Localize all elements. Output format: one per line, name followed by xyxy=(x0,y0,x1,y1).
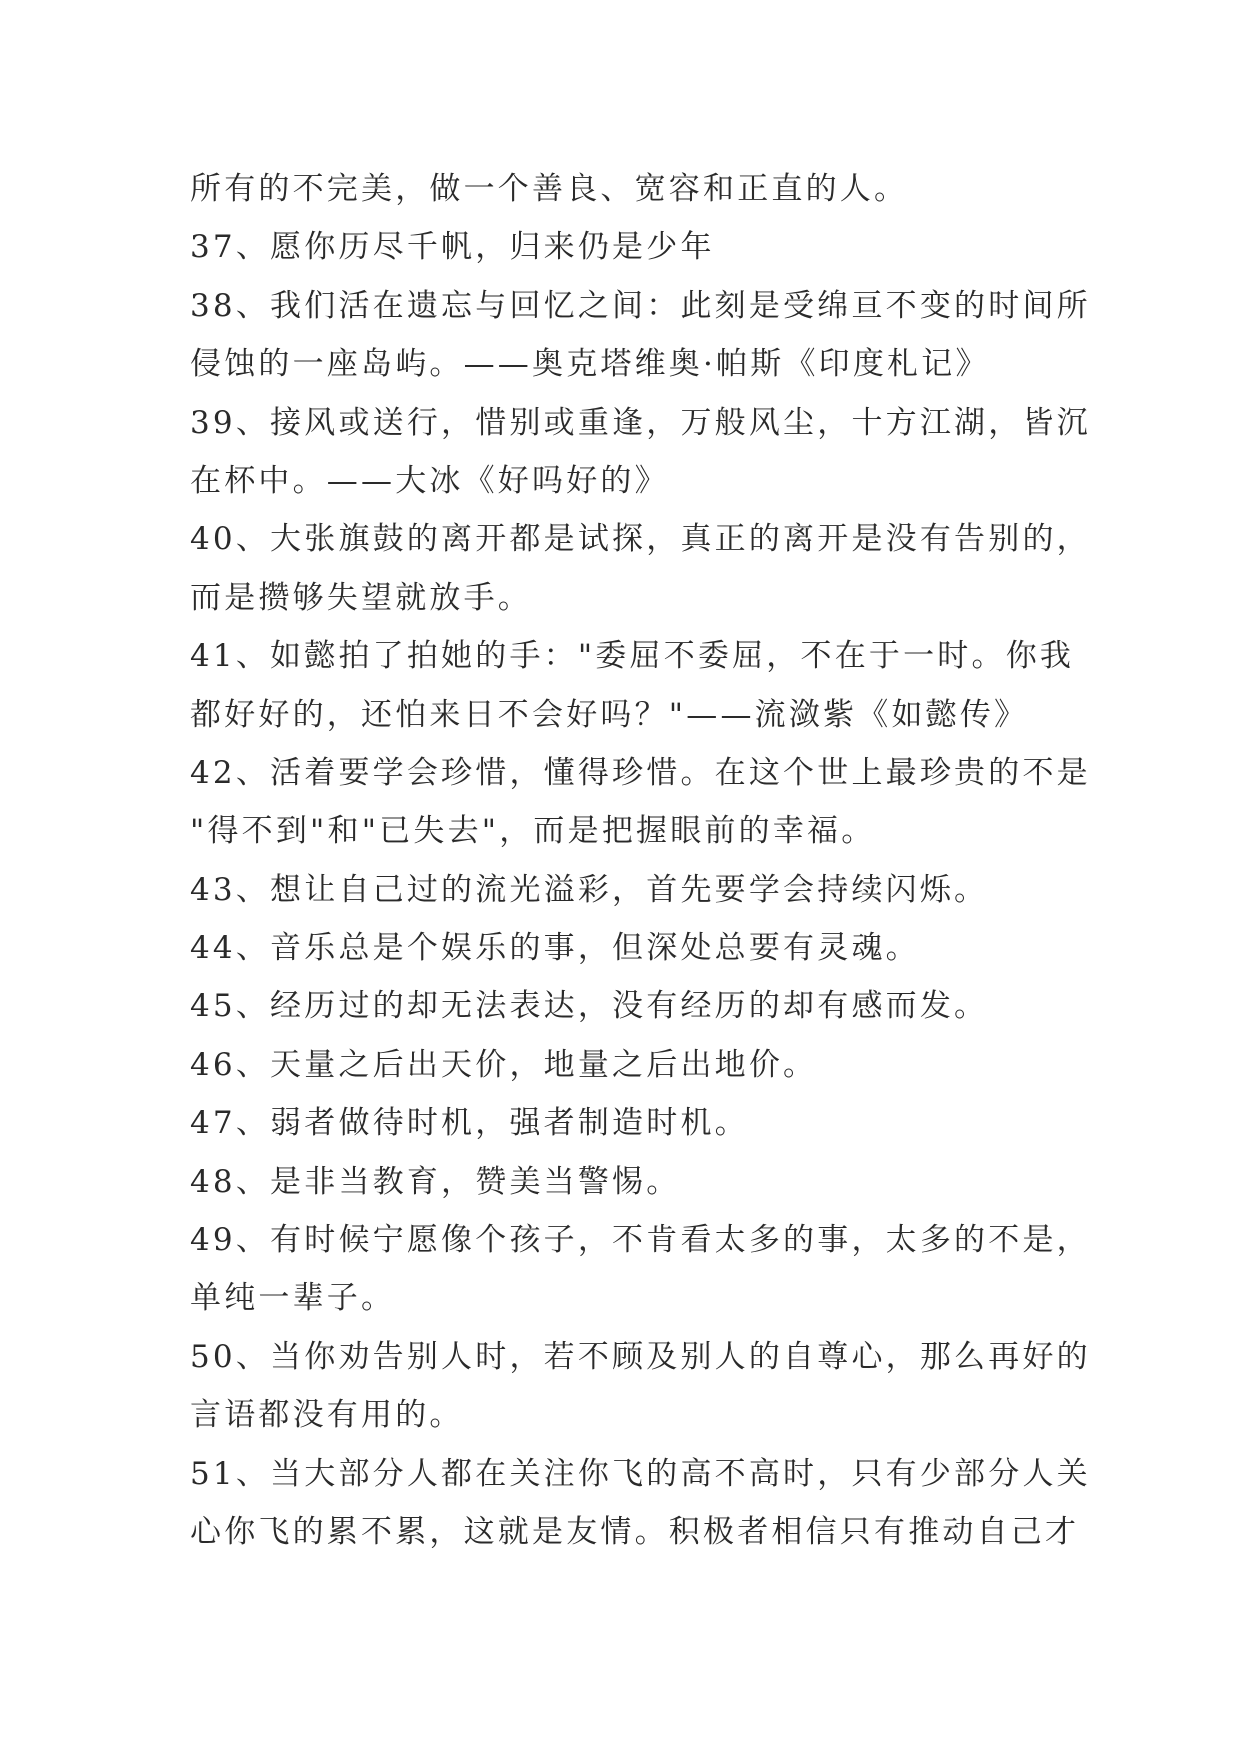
text-line: 48、是非当教育，赞美当警惕。 xyxy=(190,1163,681,1200)
text-line: 39、接风或送行，惜别或重逢，万般风尘，十方江湖，皆沉 xyxy=(190,404,1091,441)
text-line: 44、音乐总是个娱乐的事，但深处总要有灵魂。 xyxy=(190,930,920,967)
text-line: 所有的不完美，做一个善良、宽容和正直的人。 xyxy=(190,171,909,207)
text-line: 侵蚀的一座岛屿。——奥克塔维奥·帕斯《印度札记》 xyxy=(190,346,990,383)
document-body xyxy=(190,160,1091,1561)
text-line: 言语都没有用的。 xyxy=(190,1397,464,1434)
text-line: 45、经历过的却无法表达，没有经历的却有感而发。 xyxy=(190,988,989,1025)
text-line: 43、想让自己过的流光溢彩，首先要学会持续闪烁。 xyxy=(190,871,989,908)
text-line: 37、愿你历尽千帆，归来仍是少年 xyxy=(190,229,715,266)
text-line: 在杯中。——大冰《好吗好的》 xyxy=(190,462,669,499)
text-line: 都好好的，还怕来日不会好吗？"——流潋紫《如懿传》 xyxy=(190,696,1029,733)
text-line: 49、有时候宁愿像个孩子，不肯看太多的事，太多的不是， xyxy=(190,1222,1091,1259)
text-line: 心你飞的累不累，这就是友情。积极者相信只有推动自己才 xyxy=(190,1513,1080,1550)
text-line: 46、天量之后出天价，地量之后出地价。 xyxy=(190,1046,818,1083)
text-line: 47、弱者做待时机，强者制造时机。 xyxy=(190,1105,749,1142)
text-line: 42、活着要学会珍惜，懂得珍惜。在这个世上最珍贵的不是 xyxy=(190,754,1091,791)
text-line: 41、如懿拍了拍她的手："委屈不委屈，不在于一时。你我 xyxy=(190,638,1075,675)
text-line: 50、当你劝告别人时，若不顾及别人的自尊心，那么再好的 xyxy=(190,1338,1091,1375)
text-line: 51、当大部分人都在关注你飞的高不高时，只有少部分人关 xyxy=(190,1455,1091,1492)
text-line: 38、我们活在遗忘与回忆之间：此刻是受绵亘不变的时间所 xyxy=(190,287,1091,324)
text-line: 而是攒够失望就放手。 xyxy=(190,579,532,616)
text-line: 40、大张旗鼓的离开都是试探，真正的离开是没有告别的， xyxy=(190,521,1091,558)
text-line: 单纯一辈子。 xyxy=(190,1280,396,1317)
text-line: "得不到"和"已失去"，而是把握眼前的幸福。 xyxy=(190,813,876,850)
